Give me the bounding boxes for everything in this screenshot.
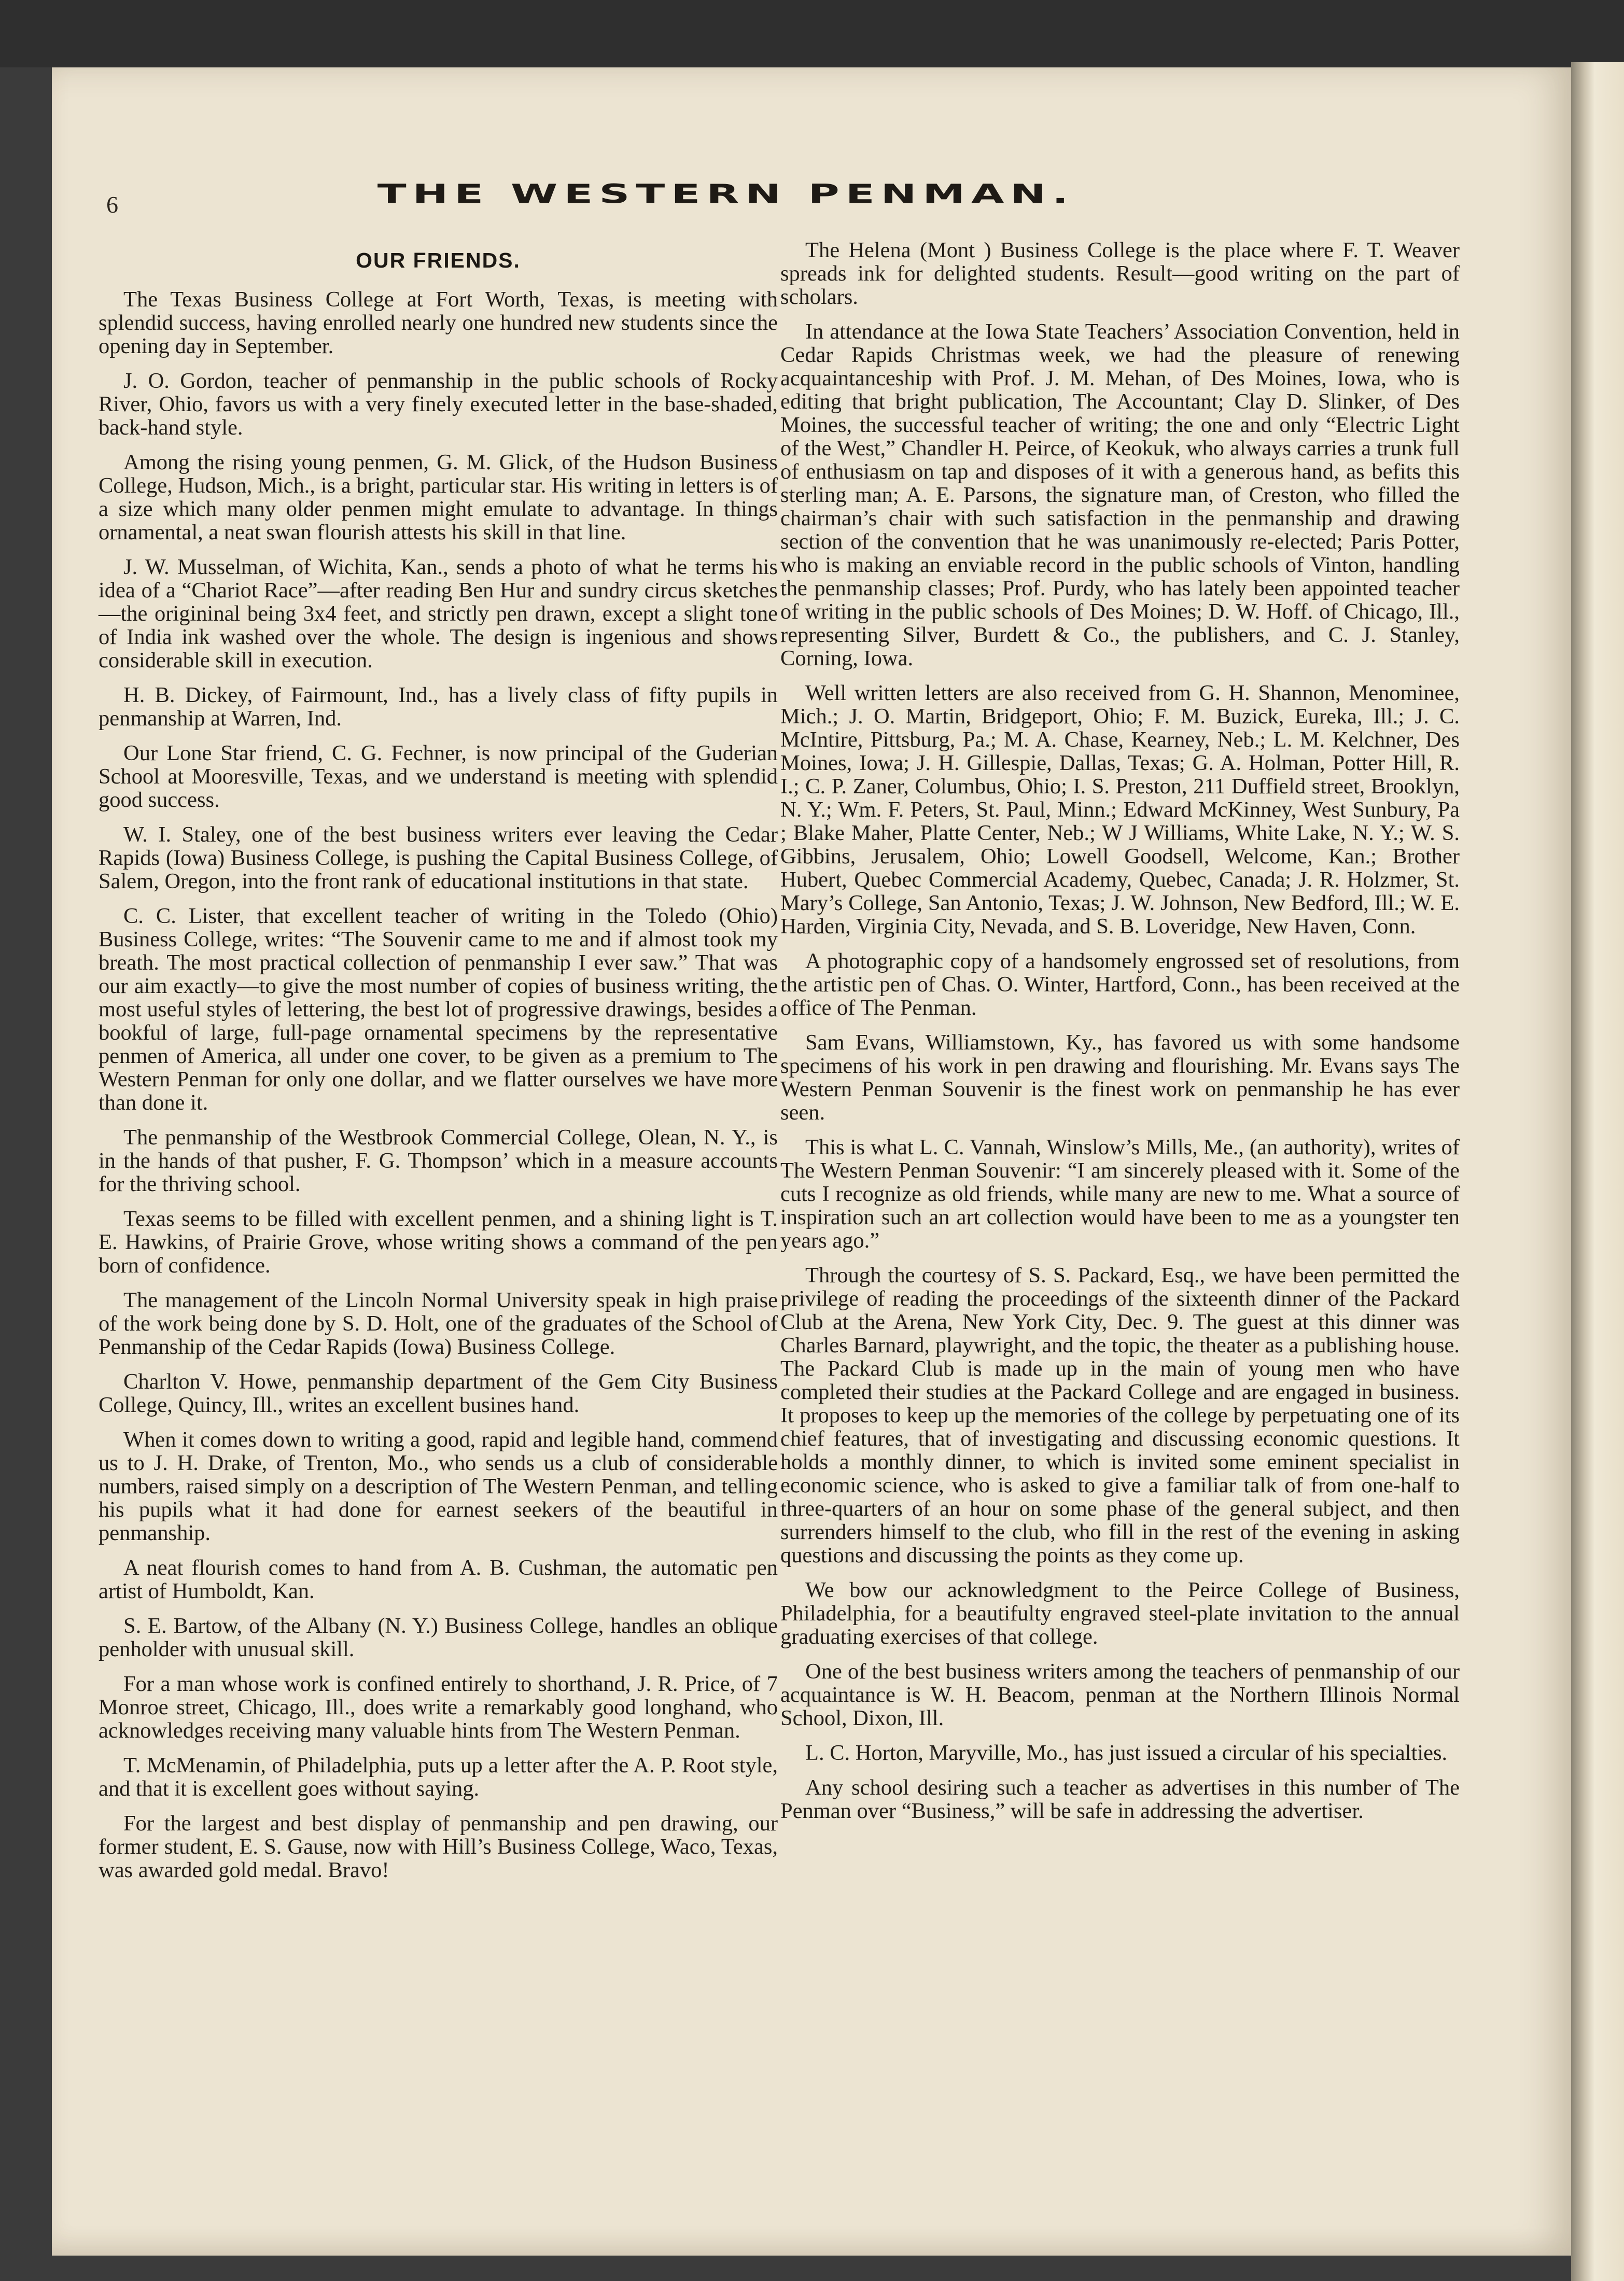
page-number: 6: [106, 191, 118, 218]
paragraph: J. W. Musselman, of Wichita, Kan., sends a photo of what he terms his idea of a “Chariot Race”—after reading Ben Hur and sundry circus sketches—the origininal being 3x4 feet, and strictly pen drawn, except a slight tone of India ink washed over the whole. The design is ingenious and shows considerable skill in execution.: [99, 555, 778, 673]
paragraph: W. I. Staley, one of the best business writers ever leaving the Cedar Rapids (Iowa) Business College, is pushing the Capital Business College, of Salem, Oregon, into the front rank of educational institutions in that state.: [99, 822, 778, 893]
paragraph: The Texas Business College at Fort Worth, Texas, is meeting with splendid success, having enrolled nearly one hundred new students since the opening day in September.: [99, 287, 778, 358]
paragraph: For the largest and best display of penmanship and pen drawing, our former student, E. S. Gause, now with Hill’s Business College, Waco, Texas, was awarded gold medal. Bravo!: [99, 1811, 778, 1882]
paragraph: L. C. Horton, Maryville, Mo., has just issued a circular of his specialties.: [805, 1741, 1448, 1765]
paragraph: J. O. Gordon, teacher of penmanship in the public schools of Rocky River, Ohio, favors us with a very finely executed letter in the base-shaded, back-hand style.: [99, 369, 778, 440]
paragraph: Charlton V. Howe, penmanship department of the Gem City Business College, Quincy, Ill., writes an excellent busines hand.: [99, 1369, 778, 1417]
next-page-edge: [1571, 62, 1624, 2281]
paragraph: A neat flourish comes to hand from A. B. Cushman, the automatic pen artist of Humboldt, Kan.: [99, 1556, 778, 1603]
paragraph: The penmanship of the Westbrook Commercial College, Olean, N. Y., is in the hands of that pusher, F. G. Thompson’ which in a measure accounts for the thriving school.: [99, 1125, 778, 1196]
paragraph: S. E. Bartow, of the Albany (N. Y.) Business College, handles an oblique penholder with unusual skill.: [99, 1614, 778, 1661]
paragraph: A photographic copy of a handsomely engrossed set of resolutions, from the artistic pen of Chas. O. Winter, Hartford, Conn., has been received at the office of The Penman.: [780, 949, 1460, 1020]
paragraph: Sam Evans, Williamstown, Ky., has favored us with some handsome specimens of his work in pen drawing and flourishing. Mr. Evans says The Western Penman Souvenir is the finest work on penmanship he has ever seen.: [780, 1030, 1460, 1125]
paragraph: Our Lone Star friend, C. G. Fechner, is now principal of the Guderian School at Mooresville, Texas, and we understand is meeting with splendid good success.: [99, 741, 778, 812]
paragraph: C. C. Lister, that excellent teacher of writing in the Toledo (Ohio) Business College, writes: “The Souvenir came to me and if almost took my breath. The most practical collection of penmanship I ever saw.” That was our aim exactly—to give the most number of copies of business writing, the most useful styles of lettering, the best lot of progressive drawings, besides a bookful of large, full-page ornamental specimens by the representative penmen of America, all under one cover, to be given as a premium to The Western Penman for only one dollar, and we flatter ourselves we have more than done it.: [99, 904, 778, 1115]
paragraph: The Helena (Mont ) Business College is the place where F. T. Weaver spreads ink for delighted students. Result—good writing on the part of scholars.: [780, 238, 1460, 309]
paragraph: T. McMenamin, of Philadelphia, puts up a letter after the A. P. Root style, and that it is excellent goes without saying.: [99, 1753, 778, 1801]
paragraph: Well written letters are also received from G. H. Shannon, Menominee, Mich.; J. O. Martin, Bridgeport, Ohio; F. M. Buzick, Eureka, Ill.; J. C. McIntire, Pittsburg, Pa.; M. A. Chase, Kearney, Neb.; L. M. Kelchner, Des Moines, Iowa; J. H. Gillespie, Dallas, Texas; G. A. Holman, Potter Hill, R. I.; C. P. Zaner, Columbus, Ohio; I. S. Preston, 211 Duffield street, Brooklyn, N. Y.; Wm. F. Peters, St. Paul, Minn.; Edward McKinney, West Sunbury, Pa ; Blake Maher, Platte Center, Neb.; W J Williams, White Lake, N. Y.; W. S. Gibbins, Jerusalem, Ohio; Lowell Goodsell, Welcome, Kan.; Brother Hubert, Quebec Commercial Academy, Quebec, Canada; J. R. Holzmer, St. Mary’s College, San Antonio, Texas; J. W. Johnson, New Bedford, Ill.; W. E. Harden, Virginia City, Nevada, and S. B. Loveridge, New Haven, Conn.: [780, 681, 1460, 939]
right-column: [780, 239, 1460, 1834]
paragraph: Any school desiring such a teacher as advertises in this number of The Penman over “Business,” will be safe in addressing the advertiser.: [780, 1775, 1460, 1823]
paragraph: When it comes down to writing a good, rapid and legible hand, commend us to J. H. Drake, of Trenton, Mo., who sends us a club of considerable numbers, raised simply on a description of The Western Penman, and telling his pupils what it had done for earnest seekers of the beautiful in penmanship.: [99, 1428, 778, 1545]
paragraph: In attendance at the Iowa State Teachers’ Association Convention, held in Cedar Rapids Christmas week, we had the pleasure of renewing acquaintanceship with Prof. J. M. Mehan, of Des Moines, Iowa, who is editing that bright publication, The Accountant; Clay D. Slinker, of Des Moines, the successful teacher of writing; the one and only “Electric Light of the West,” Chandler H. Peirce, of Keokuk, who always carries a trunk full of enthusiasm on tap and disposes of it with a generous hand, as befits this sterling man; A. E. Parsons, the signature man, of Creston, who filled the chairman’s chair with such satisfaction in the penmanship and drawing section of the convention that he was unanimously re-elected; Paris Potter, who is making an enviable record in the public schools of Vinton, handling the penmanship classes; Prof. Purdy, who has lately been appointed teacher of writing in the public schools of Des Moines; D. W. Hoff. of Chicago, Ill., representing Silver, Burdett & Co., the publishers, and C. J. Stanley, Corning, Iowa.: [780, 319, 1460, 670]
masthead-title: THE WESTERN PENMAN.: [377, 179, 1075, 209]
paragraph: The management of the Lincoln Normal University speak in high praise of the work being done by S. D. Holt, one of the graduates of the School of Penmanship of the Cedar Rapids (Iowa) Business College.: [99, 1288, 778, 1359]
paragraph: One of the best business writers among the teachers of penmanship of our acquaintance is W. H. Beacom, penman at the Northern Illinois Normal School, Dixon, Ill.: [780, 1659, 1460, 1730]
paragraph: This is what L. C. Vannah, Winslow’s Mills, Me., (an authority), writes of The Western Penman Souvenir: “I am sincerely pleased with it. Some of the cuts I recognize as old friends, while many are new to me. What a source of inspiration such an art collection would have been to me as a youngster ten years ago.”: [780, 1135, 1460, 1253]
paragraph: Among the rising young penmen, G. M. Glick, of the Hudson Business College, Hudson, Mich., is a bright, particular star. His writing in letters is of a size which many older penmen might emulate to advantage. In things ornamental, a neat swan flourish attests his skill in that line.: [99, 450, 778, 544]
paragraph: H. B. Dickey, of Fairmount, Ind., has a lively class of fifty pupils in penmanship at Warren, Ind.: [99, 683, 778, 731]
paragraph: Through the courtesy of S. S. Packard, Esq., we have been permitted the privilege of reading the proceedings of the sixteenth dinner of the Packard Club at the Arena, New York City, Dec. 9. The guest at this dinner was Charles Barnard, playwright, and the topic, the theater as a publishing house. The Packard Club is made up in the main of young men who have completed their studies at the Packard College and are engaged in business. It proposes to keep up the memories of the college by perpetuating one of its chief features, that of investigating and discussing economic questions. It holds a monthly dinner, to which is invited some eminent specialist in economic science, who is asked to give a familiar talk of from one-half to three-quarters of an hour on some phase of the general subject, and then surrenders himself to the club, who fill in the rest of the evening in asking questions and discussing the points as they come up.: [780, 1263, 1460, 1568]
left-column: [99, 240, 778, 1893]
paragraph: For a man whose work is confined entirely to shorthand, J. R. Price, of 7 Monroe street, Chicago, Ill., does write a remarkably good longhand, who acknowledges receiving many valuable hints from The Western Penman.: [99, 1672, 778, 1743]
paragraph: We bow our acknowledgment to the Peirce College of Business, Philadelphia, for a beautifulty engraved steel-plate invitation to the annual graduating exercises of that college.: [780, 1578, 1460, 1649]
paragraph: Texas seems to be filled with excellent penmen, and a shining light is T. E. Hawkins, of Prairie Grove, whose writing shows a command of the pen born of confidence.: [99, 1207, 778, 1278]
section-heading: OUR FRIENDS.: [356, 248, 521, 272]
